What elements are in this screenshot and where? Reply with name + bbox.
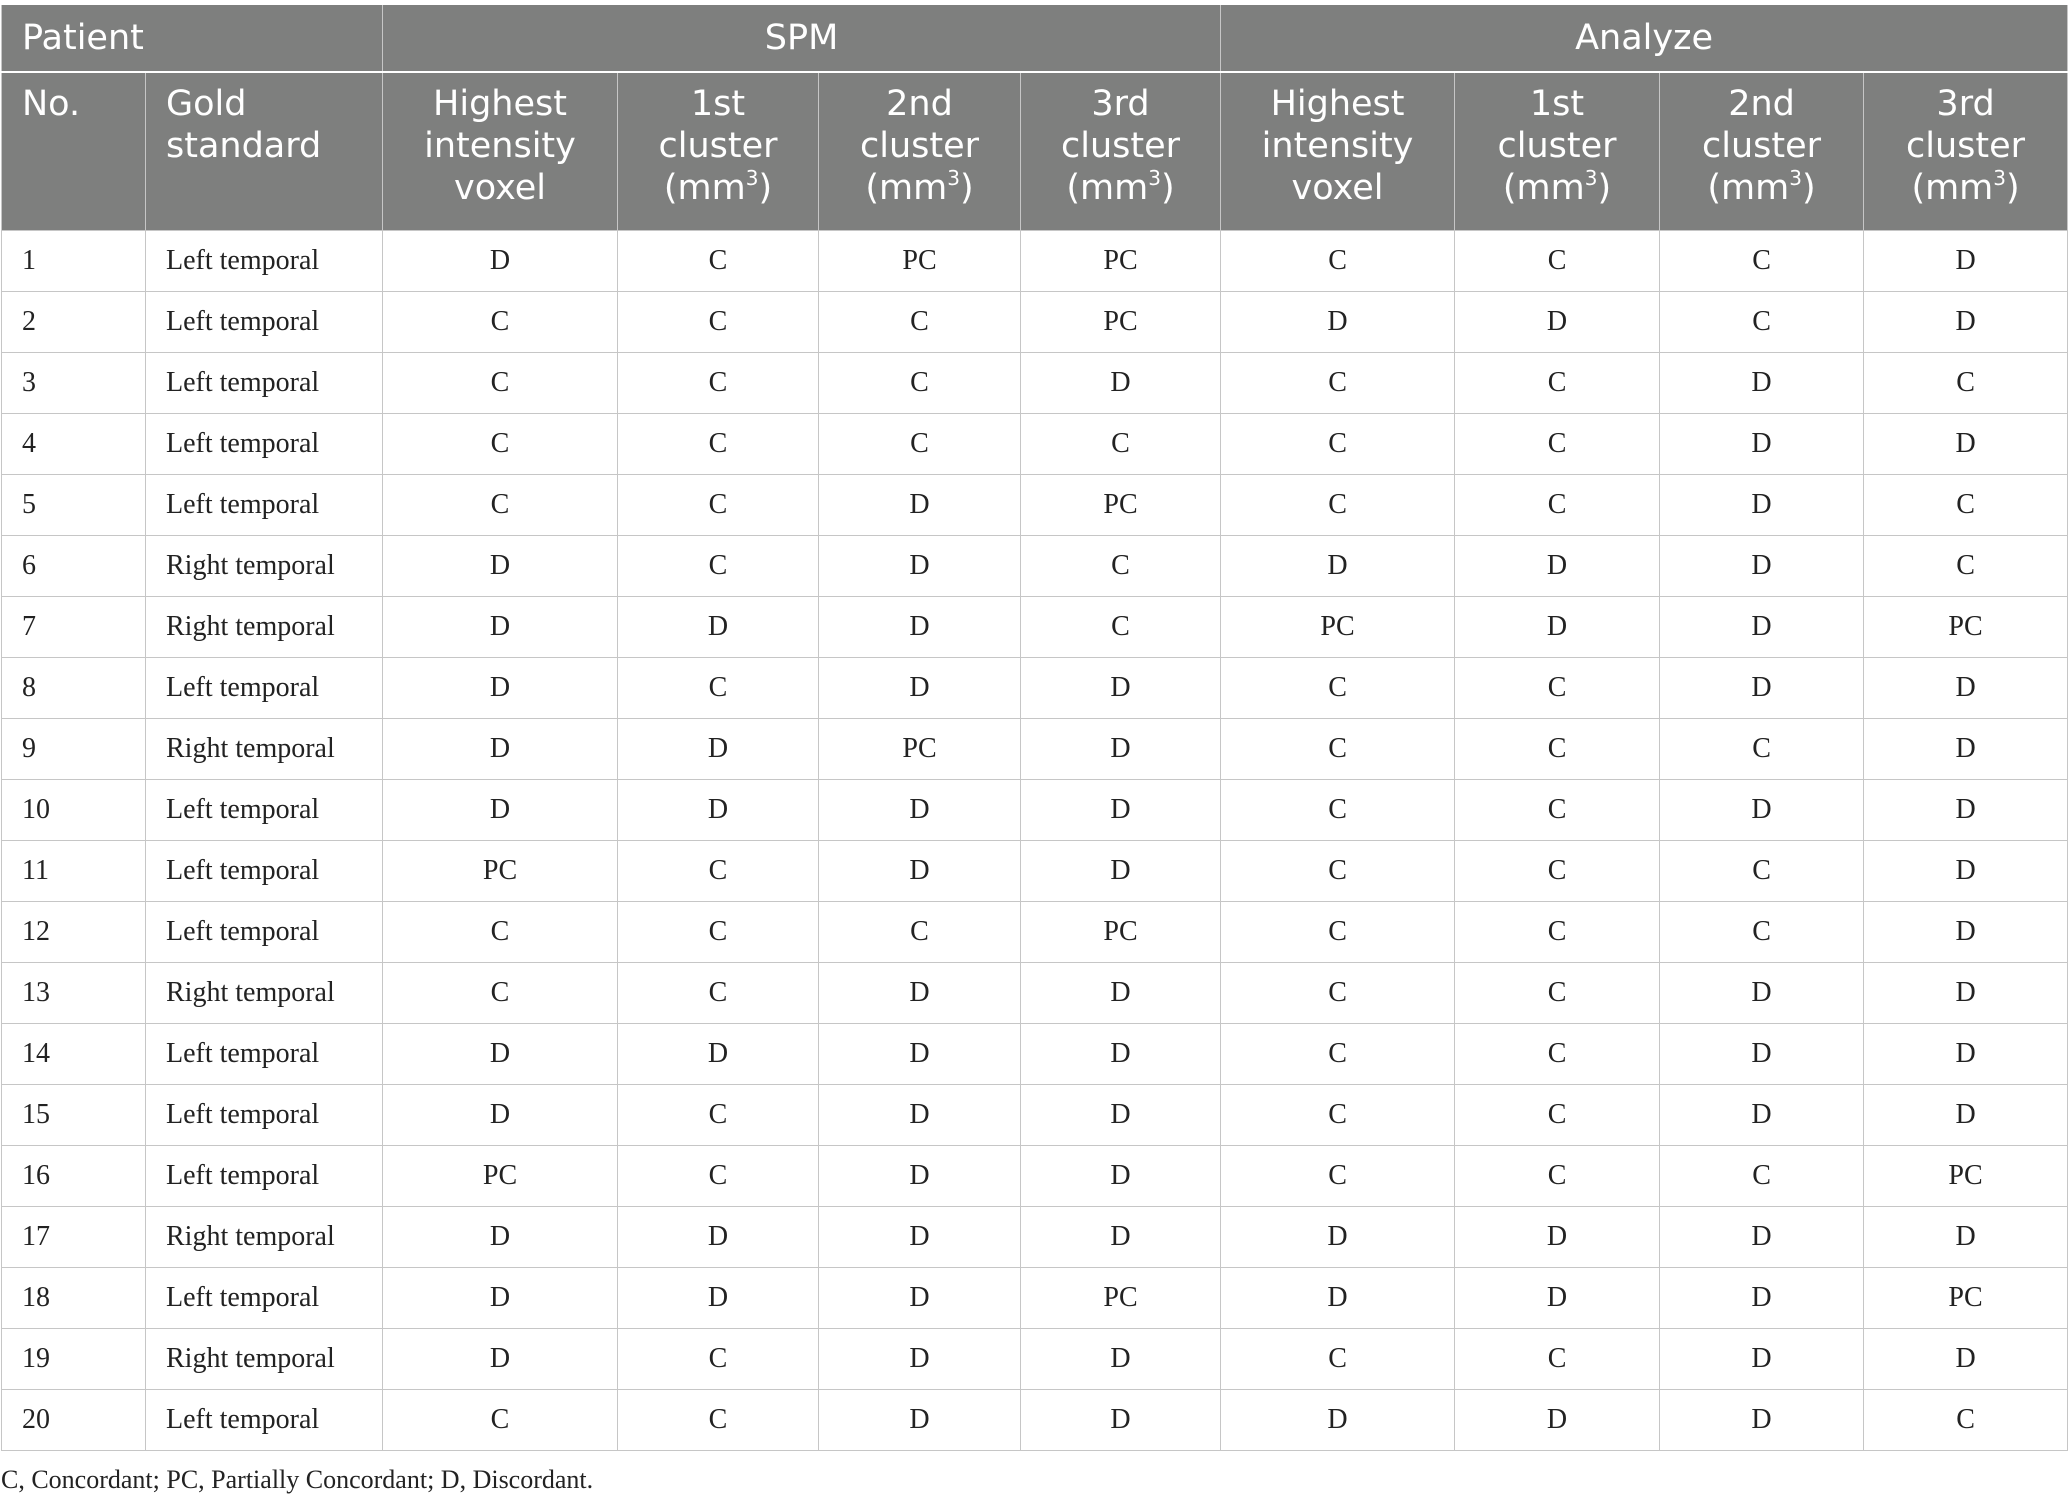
cell-no: 2 bbox=[2, 292, 146, 353]
cell-analyze-cluster1: C bbox=[1455, 902, 1660, 963]
cell-spm-cluster2: D bbox=[819, 475, 1021, 536]
table-row bbox=[2, 1329, 2068, 1390]
cell-analyze-cluster1: D bbox=[1455, 292, 1660, 353]
cell-analyze-voxel: D bbox=[1221, 536, 1455, 597]
header-analyze-voxel bbox=[1221, 72, 1455, 231]
c3-line2: cluster bbox=[1061, 126, 1181, 166]
cell-analyze-cluster1: D bbox=[1455, 597, 1660, 658]
header-patient: Patient bbox=[2, 5, 383, 72]
table-row bbox=[2, 475, 2068, 536]
table-row bbox=[2, 841, 2068, 902]
cell-analyze-cluster3: D bbox=[1864, 780, 2068, 841]
table-row bbox=[2, 231, 2068, 292]
cell-gold-standard: Left temporal bbox=[146, 658, 383, 719]
cell-spm-cluster1: C bbox=[618, 292, 819, 353]
cell-analyze-cluster2: D bbox=[1660, 1024, 1864, 1085]
table-body bbox=[2, 231, 2068, 1451]
cell-gold-standard: Left temporal bbox=[146, 414, 383, 475]
cell-spm-cluster3: PC bbox=[1021, 902, 1221, 963]
cell-analyze-cluster1: D bbox=[1455, 1390, 1660, 1451]
cell-no: 13 bbox=[2, 963, 146, 1024]
c2-line1: 2nd bbox=[886, 84, 953, 124]
table-row bbox=[2, 414, 2068, 475]
header-analyze-cluster3 bbox=[1864, 72, 2068, 231]
cell-analyze-cluster2: D bbox=[1660, 1390, 1864, 1451]
header-gold-standard bbox=[146, 72, 383, 231]
c3-line2: cluster bbox=[1906, 126, 2026, 166]
cell-spm-cluster2: C bbox=[819, 414, 1021, 475]
cell-analyze-cluster2: D bbox=[1660, 536, 1864, 597]
cell-analyze-voxel: C bbox=[1221, 1085, 1455, 1146]
cell-spm-cluster1: C bbox=[618, 963, 819, 1024]
cell-gold-standard: Right temporal bbox=[146, 597, 383, 658]
cell-gold-standard: Right temporal bbox=[146, 536, 383, 597]
unit-close: ) bbox=[2006, 168, 2020, 208]
cell-no: 17 bbox=[2, 1207, 146, 1268]
cell-analyze-cluster3: D bbox=[1864, 1329, 2068, 1390]
cell-spm-cluster2: D bbox=[819, 1024, 1021, 1085]
cell-analyze-cluster1: C bbox=[1455, 1329, 1660, 1390]
cell-analyze-cluster3: D bbox=[1864, 902, 2068, 963]
cell-analyze-cluster3: D bbox=[1864, 658, 2068, 719]
voxel-line3: voxel bbox=[1291, 168, 1384, 208]
cell-spm-cluster3: PC bbox=[1021, 1268, 1221, 1329]
cell-gold-standard: Left temporal bbox=[146, 902, 383, 963]
cell-analyze-voxel: D bbox=[1221, 1268, 1455, 1329]
cell-spm-cluster3: D bbox=[1021, 1146, 1221, 1207]
cell-analyze-cluster2: D bbox=[1660, 1085, 1864, 1146]
header-analyze-cluster2 bbox=[1660, 72, 1864, 231]
cell-spm-cluster1: D bbox=[618, 719, 819, 780]
cell-spm-cluster3: C bbox=[1021, 536, 1221, 597]
cell-spm-cluster1: C bbox=[618, 353, 819, 414]
cell-spm-cluster3: D bbox=[1021, 658, 1221, 719]
header-analyze-cluster1 bbox=[1455, 72, 1660, 231]
cell-spm-cluster2: C bbox=[819, 292, 1021, 353]
cell-spm-cluster2: D bbox=[819, 1329, 1021, 1390]
cell-spm-voxel: D bbox=[383, 1024, 618, 1085]
cell-spm-cluster3: D bbox=[1021, 1329, 1221, 1390]
cell-spm-voxel: D bbox=[383, 536, 618, 597]
table-row bbox=[2, 353, 2068, 414]
cell-spm-voxel: C bbox=[383, 1390, 618, 1451]
table-row bbox=[2, 719, 2068, 780]
cell-spm-cluster3: D bbox=[1021, 719, 1221, 780]
cell-analyze-voxel: C bbox=[1221, 1329, 1455, 1390]
c3-line1: 3rd bbox=[1091, 84, 1150, 124]
cell-spm-cluster3: D bbox=[1021, 1024, 1221, 1085]
cell-spm-cluster2: D bbox=[819, 536, 1021, 597]
cell-no: 14 bbox=[2, 1024, 146, 1085]
cell-spm-voxel: C bbox=[383, 353, 618, 414]
header-column-row bbox=[2, 72, 2068, 231]
unit-close: ) bbox=[758, 168, 773, 208]
cell-spm-cluster1: C bbox=[618, 1146, 819, 1207]
cell-spm-voxel: C bbox=[383, 292, 618, 353]
unit: (mm bbox=[1066, 168, 1149, 208]
cell-spm-cluster2: D bbox=[819, 1390, 1021, 1451]
cell-analyze-cluster1: C bbox=[1455, 414, 1660, 475]
cell-spm-cluster1: C bbox=[618, 475, 819, 536]
cell-spm-voxel: D bbox=[383, 231, 618, 292]
cell-no: 3 bbox=[2, 353, 146, 414]
cell-spm-cluster3: D bbox=[1021, 1207, 1221, 1268]
cell-spm-cluster2: D bbox=[819, 597, 1021, 658]
cell-analyze-cluster3: C bbox=[1864, 536, 2068, 597]
cell-analyze-voxel: C bbox=[1221, 1024, 1455, 1085]
cell-spm-cluster1: C bbox=[618, 902, 819, 963]
cell-analyze-voxel: D bbox=[1221, 1207, 1455, 1268]
cell-analyze-cluster1: C bbox=[1455, 475, 1660, 536]
unit-sup: 3 bbox=[745, 166, 759, 190]
unit-sup: 3 bbox=[1584, 166, 1598, 190]
cell-spm-cluster2: D bbox=[819, 1268, 1021, 1329]
cell-spm-cluster1: C bbox=[618, 1390, 819, 1451]
unit-sup: 3 bbox=[1148, 166, 1161, 190]
cell-spm-voxel: D bbox=[383, 658, 618, 719]
cell-analyze-cluster2: D bbox=[1660, 780, 1864, 841]
cell-analyze-voxel: C bbox=[1221, 902, 1455, 963]
table-row bbox=[2, 597, 2068, 658]
c2-line2: cluster bbox=[1702, 126, 1822, 166]
cell-spm-cluster2: D bbox=[819, 1146, 1021, 1207]
cell-analyze-cluster3: D bbox=[1864, 841, 2068, 902]
unit-sup: 3 bbox=[1789, 166, 1802, 190]
footnote: C, Concordant; PC, Partially Concordant; D, Discordant. bbox=[1, 1465, 594, 1494]
cell-analyze-cluster3: PC bbox=[1864, 1268, 2068, 1329]
cell-spm-cluster2: D bbox=[819, 841, 1021, 902]
cell-gold-standard: Left temporal bbox=[146, 353, 383, 414]
cell-gold-standard: Left temporal bbox=[146, 1146, 383, 1207]
cell-spm-voxel: D bbox=[383, 1085, 618, 1146]
cell-spm-cluster2: D bbox=[819, 1085, 1021, 1146]
cell-spm-cluster2: C bbox=[819, 353, 1021, 414]
cell-analyze-cluster3: D bbox=[1864, 1207, 2068, 1268]
cell-gold-standard: Left temporal bbox=[146, 1390, 383, 1451]
cell-no: 8 bbox=[2, 658, 146, 719]
unit-close: ) bbox=[1160, 168, 1175, 208]
cell-analyze-voxel: C bbox=[1221, 353, 1455, 414]
cell-gold-standard: Left temporal bbox=[146, 475, 383, 536]
cell-analyze-voxel: C bbox=[1221, 963, 1455, 1024]
table-row bbox=[2, 1146, 2068, 1207]
cell-analyze-cluster3: C bbox=[1864, 475, 2068, 536]
cell-analyze-cluster2: D bbox=[1660, 658, 1864, 719]
cell-analyze-voxel: PC bbox=[1221, 597, 1455, 658]
cell-analyze-voxel: C bbox=[1221, 841, 1455, 902]
cell-spm-cluster1: C bbox=[618, 658, 819, 719]
cell-analyze-cluster1: D bbox=[1455, 1268, 1660, 1329]
cell-analyze-cluster2: D bbox=[1660, 1207, 1864, 1268]
c1-line2: cluster bbox=[1497, 126, 1617, 166]
header-gold-line1: Gold bbox=[166, 84, 247, 124]
cell-spm-cluster2: D bbox=[819, 963, 1021, 1024]
cell-spm-voxel: D bbox=[383, 780, 618, 841]
cell-spm-cluster3: D bbox=[1021, 963, 1221, 1024]
cell-analyze-cluster1: C bbox=[1455, 780, 1660, 841]
cell-analyze-cluster3: D bbox=[1864, 231, 2068, 292]
cell-analyze-cluster2: D bbox=[1660, 1268, 1864, 1329]
cell-spm-voxel: PC bbox=[383, 1146, 618, 1207]
voxel-line2: intensity bbox=[1261, 126, 1414, 166]
c1-line2: cluster bbox=[658, 126, 778, 166]
cell-no: 16 bbox=[2, 1146, 146, 1207]
cell-analyze-cluster1: C bbox=[1455, 841, 1660, 902]
cell-spm-cluster3: C bbox=[1021, 597, 1221, 658]
cell-spm-cluster2: PC bbox=[819, 719, 1021, 780]
cell-analyze-cluster2: C bbox=[1660, 719, 1864, 780]
cell-spm-voxel: C bbox=[383, 963, 618, 1024]
cell-spm-cluster1: C bbox=[618, 1329, 819, 1390]
cell-analyze-voxel: D bbox=[1221, 1390, 1455, 1451]
cell-gold-standard: Left temporal bbox=[146, 292, 383, 353]
header-no: No. bbox=[2, 72, 146, 231]
cell-analyze-cluster2: D bbox=[1660, 597, 1864, 658]
cell-no: 10 bbox=[2, 780, 146, 841]
cell-no: 7 bbox=[2, 597, 146, 658]
cell-analyze-cluster2: D bbox=[1660, 963, 1864, 1024]
unit-close: ) bbox=[959, 168, 974, 208]
unit-close: ) bbox=[1801, 168, 1816, 208]
cell-gold-standard: Left temporal bbox=[146, 780, 383, 841]
cell-analyze-cluster3: D bbox=[1864, 963, 2068, 1024]
cell-spm-cluster2: PC bbox=[819, 231, 1021, 292]
header-spm: SPM bbox=[383, 5, 1221, 72]
table-row bbox=[2, 902, 2068, 963]
header-gold-line2: standard bbox=[166, 126, 322, 166]
cell-analyze-cluster3: C bbox=[1864, 1390, 2068, 1451]
table-row bbox=[2, 780, 2068, 841]
cell-analyze-cluster1: D bbox=[1455, 1207, 1660, 1268]
cell-analyze-cluster3: C bbox=[1864, 353, 2068, 414]
cell-analyze-cluster2: C bbox=[1660, 1146, 1864, 1207]
cell-gold-standard: Right temporal bbox=[146, 1207, 383, 1268]
cell-spm-cluster1: C bbox=[618, 1085, 819, 1146]
table-row bbox=[2, 1085, 2068, 1146]
cell-no: 9 bbox=[2, 719, 146, 780]
table-row bbox=[2, 658, 2068, 719]
cell-gold-standard: Left temporal bbox=[146, 1268, 383, 1329]
unit: (mm bbox=[865, 168, 948, 208]
cell-spm-cluster1: D bbox=[618, 1024, 819, 1085]
cell-spm-cluster3: D bbox=[1021, 780, 1221, 841]
cell-gold-standard: Right temporal bbox=[146, 963, 383, 1024]
voxel-line2: intensity bbox=[424, 126, 576, 166]
cell-spm-voxel: C bbox=[383, 475, 618, 536]
cell-spm-voxel: D bbox=[383, 1207, 618, 1268]
cell-analyze-cluster2: D bbox=[1660, 475, 1864, 536]
cell-no: 20 bbox=[2, 1390, 146, 1451]
cell-analyze-cluster3: PC bbox=[1864, 597, 2068, 658]
cell-spm-cluster2: D bbox=[819, 780, 1021, 841]
unit: (mm bbox=[1911, 168, 1994, 208]
c3-line1: 3rd bbox=[1936, 84, 1995, 124]
cell-analyze-voxel: C bbox=[1221, 780, 1455, 841]
cell-analyze-cluster2: D bbox=[1660, 353, 1864, 414]
cell-no: 1 bbox=[2, 231, 146, 292]
cell-spm-cluster3: PC bbox=[1021, 292, 1221, 353]
cell-spm-cluster2: D bbox=[819, 658, 1021, 719]
c1-line1: 1st bbox=[690, 84, 746, 124]
c2-line2: cluster bbox=[859, 126, 980, 166]
cell-analyze-cluster1: C bbox=[1455, 963, 1660, 1024]
voxel-line3: voxel bbox=[454, 168, 546, 208]
cell-no: 11 bbox=[2, 841, 146, 902]
cell-gold-standard: Right temporal bbox=[146, 719, 383, 780]
cell-gold-standard: Left temporal bbox=[146, 231, 383, 292]
header-spm-cluster1 bbox=[618, 72, 819, 231]
cell-analyze-voxel: C bbox=[1221, 1146, 1455, 1207]
cell-analyze-cluster3: PC bbox=[1864, 1146, 2068, 1207]
cell-spm-cluster1: C bbox=[618, 536, 819, 597]
unit-sup: 3 bbox=[1993, 166, 2007, 190]
cell-spm-voxel: PC bbox=[383, 841, 618, 902]
cell-spm-voxel: C bbox=[383, 414, 618, 475]
cell-no: 6 bbox=[2, 536, 146, 597]
cell-analyze-cluster3: D bbox=[1864, 292, 2068, 353]
table-row bbox=[2, 536, 2068, 597]
cell-no: 18 bbox=[2, 1268, 146, 1329]
table-row bbox=[2, 292, 2068, 353]
cell-analyze-voxel: C bbox=[1221, 475, 1455, 536]
cell-analyze-cluster2: C bbox=[1660, 231, 1864, 292]
header-analyze: Analyze bbox=[1221, 5, 2068, 72]
cell-spm-cluster3: D bbox=[1021, 353, 1221, 414]
header-spm-cluster2 bbox=[819, 72, 1021, 231]
cell-analyze-cluster2: C bbox=[1660, 841, 1864, 902]
table-row bbox=[2, 1390, 2068, 1451]
cell-analyze-cluster1: C bbox=[1455, 658, 1660, 719]
cell-analyze-cluster2: D bbox=[1660, 414, 1864, 475]
voxel-line1: Highest bbox=[433, 84, 567, 124]
cell-analyze-cluster1: C bbox=[1455, 231, 1660, 292]
cell-analyze-cluster1: C bbox=[1455, 1146, 1660, 1207]
cell-spm-cluster3: D bbox=[1021, 1085, 1221, 1146]
cell-spm-cluster3: C bbox=[1021, 414, 1221, 475]
unit-sup: 3 bbox=[947, 166, 960, 190]
cell-no: 5 bbox=[2, 475, 146, 536]
table-header bbox=[2, 5, 2068, 231]
cell-analyze-cluster3: D bbox=[1864, 414, 2068, 475]
cell-spm-voxel: C bbox=[383, 902, 618, 963]
voxel-line1: Highest bbox=[1270, 84, 1405, 124]
header-spm-cluster3 bbox=[1021, 72, 1221, 231]
cell-analyze-cluster1: D bbox=[1455, 536, 1660, 597]
cell-analyze-cluster2: C bbox=[1660, 902, 1864, 963]
header-spm-voxel bbox=[383, 72, 618, 231]
cell-spm-voxel: D bbox=[383, 1329, 618, 1390]
table-row bbox=[2, 1207, 2068, 1268]
cell-analyze-cluster3: D bbox=[1864, 1024, 2068, 1085]
unit-close: ) bbox=[1597, 168, 1612, 208]
cell-analyze-voxel: C bbox=[1221, 719, 1455, 780]
c2-line1: 2nd bbox=[1728, 84, 1795, 124]
cell-analyze-cluster2: D bbox=[1660, 1329, 1864, 1390]
cell-spm-cluster1: D bbox=[618, 1207, 819, 1268]
cell-analyze-voxel: C bbox=[1221, 231, 1455, 292]
cell-spm-cluster1: C bbox=[618, 841, 819, 902]
unit: (mm bbox=[1707, 168, 1790, 208]
cell-analyze-cluster1: C bbox=[1455, 353, 1660, 414]
cell-no: 19 bbox=[2, 1329, 146, 1390]
unit: (mm bbox=[1502, 168, 1585, 208]
unit: (mm bbox=[663, 168, 746, 208]
cell-spm-cluster1: D bbox=[618, 780, 819, 841]
cell-no: 15 bbox=[2, 1085, 146, 1146]
cell-no: 12 bbox=[2, 902, 146, 963]
header-group-row bbox=[2, 5, 2068, 72]
cell-spm-voxel: D bbox=[383, 719, 618, 780]
table-row bbox=[2, 1268, 2068, 1329]
cell-spm-cluster3: PC bbox=[1021, 475, 1221, 536]
cell-gold-standard: Left temporal bbox=[146, 1024, 383, 1085]
cell-analyze-voxel: C bbox=[1221, 658, 1455, 719]
cell-spm-cluster3: D bbox=[1021, 841, 1221, 902]
cell-gold-standard: Left temporal bbox=[146, 1085, 383, 1146]
cell-spm-cluster1: C bbox=[618, 231, 819, 292]
cell-gold-standard: Right temporal bbox=[146, 1329, 383, 1390]
cell-spm-voxel: D bbox=[383, 597, 618, 658]
cell-spm-cluster3: PC bbox=[1021, 231, 1221, 292]
cell-analyze-voxel: C bbox=[1221, 414, 1455, 475]
cell-gold-standard: Left temporal bbox=[146, 841, 383, 902]
table-row bbox=[2, 1024, 2068, 1085]
cell-spm-cluster3: D bbox=[1021, 1390, 1221, 1451]
cell-spm-cluster1: D bbox=[618, 597, 819, 658]
cell-analyze-cluster1: C bbox=[1455, 719, 1660, 780]
cell-spm-cluster1: C bbox=[618, 414, 819, 475]
table-container bbox=[1, 5, 2067, 1451]
cell-analyze-cluster2: C bbox=[1660, 292, 1864, 353]
cell-analyze-voxel: D bbox=[1221, 292, 1455, 353]
cell-no: 4 bbox=[2, 414, 146, 475]
cell-spm-voxel: D bbox=[383, 1268, 618, 1329]
cell-analyze-cluster3: D bbox=[1864, 1085, 2068, 1146]
cell-analyze-cluster1: C bbox=[1455, 1085, 1660, 1146]
cell-analyze-cluster1: C bbox=[1455, 1024, 1660, 1085]
cell-spm-cluster2: D bbox=[819, 1207, 1021, 1268]
table-row bbox=[2, 963, 2068, 1024]
cell-spm-cluster1: D bbox=[618, 1268, 819, 1329]
results-table bbox=[1, 5, 2068, 1451]
cell-analyze-cluster3: D bbox=[1864, 719, 2068, 780]
c1-line1: 1st bbox=[1529, 84, 1585, 124]
cell-spm-cluster2: C bbox=[819, 902, 1021, 963]
